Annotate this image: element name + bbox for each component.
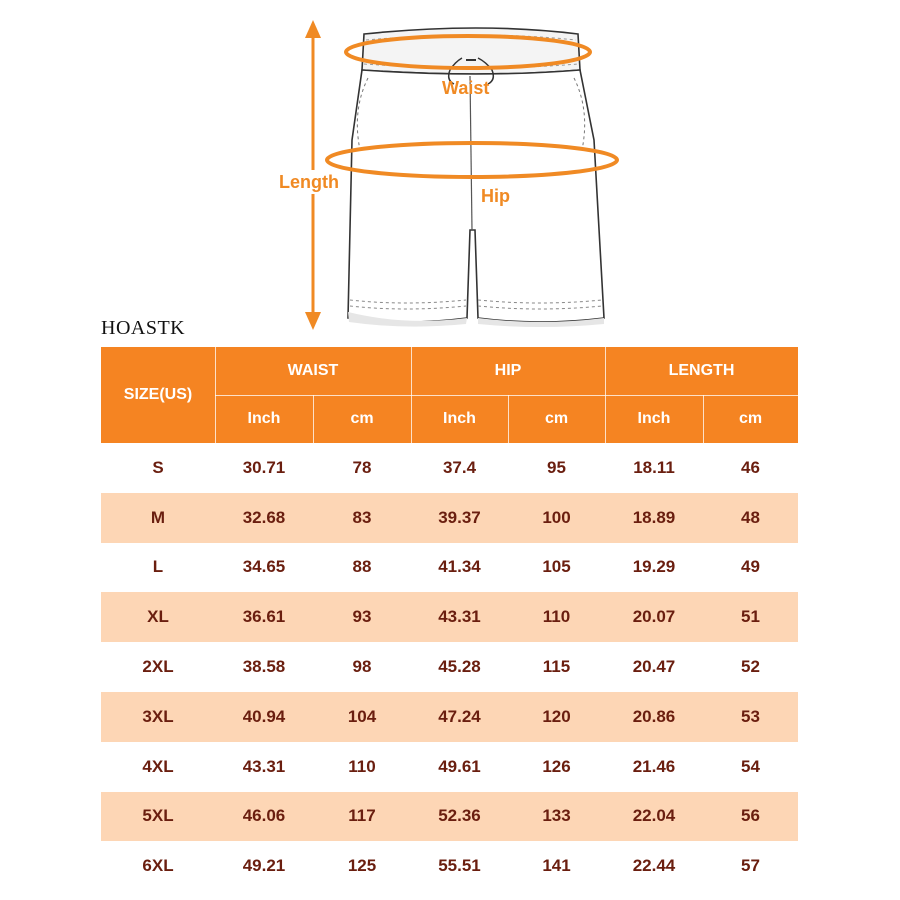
value-cell: 43.31 <box>438 607 481 627</box>
table-row <box>101 692 798 742</box>
size-cell: L <box>152 557 164 577</box>
value-cell: 18.89 <box>632 507 676 527</box>
value-cell: 49.21 <box>242 856 286 876</box>
table-row <box>101 841 798 891</box>
value-cell: 120 <box>542 706 571 726</box>
value-cell: 18.11 <box>633 457 675 477</box>
value-cell: 110 <box>348 756 376 776</box>
value-cell: 105 <box>542 557 571 577</box>
size-cell: 6XL <box>142 856 174 876</box>
value-cell: 125 <box>347 856 377 876</box>
value-cell: 39.37 <box>438 507 481 527</box>
hip-inch-header: Inch <box>443 410 476 427</box>
value-cell: 100 <box>542 507 571 527</box>
value-cell: 20.07 <box>632 607 676 627</box>
value-cell: 49 <box>741 557 760 577</box>
brand-name: HOASTK <box>101 317 186 339</box>
value-cell: 93 <box>352 607 372 627</box>
size-cell: S <box>152 457 164 477</box>
value-cell: 34.65 <box>242 557 286 577</box>
hip-cm-header: cm <box>544 410 569 427</box>
size-cell: M <box>150 507 166 527</box>
length-label: Length <box>279 172 339 192</box>
value-cell: 104 <box>347 706 377 726</box>
size-chart-table <box>101 347 798 891</box>
value-cell: 95 <box>547 457 566 477</box>
value-cell: 57 <box>741 856 760 876</box>
value-cell: 43.31 <box>242 756 286 776</box>
table-row <box>101 792 798 842</box>
size-cell: 2XL <box>142 657 174 677</box>
value-cell: 55.51 <box>438 856 481 876</box>
value-cell: 20.47 <box>632 657 676 677</box>
value-cell: 41.34 <box>438 557 481 577</box>
value-cell: 38.58 <box>242 657 286 677</box>
value-cell: 83 <box>352 507 372 527</box>
table-body <box>101 443 798 891</box>
value-cell: 51 <box>741 607 760 627</box>
waist-label: Waist <box>442 78 490 98</box>
value-cell: 133 <box>542 806 571 826</box>
size-column-header: SIZE(US) <box>123 386 193 403</box>
table-row <box>101 592 798 642</box>
value-cell: 98 <box>352 657 372 677</box>
value-cell: 126 <box>542 756 571 776</box>
length-cm-header: cm <box>738 410 763 427</box>
value-cell: 45.28 <box>438 657 481 677</box>
value-cell: 19.29 <box>632 557 676 577</box>
value-cell: 30.71 <box>242 457 286 477</box>
value-cell: 21.46 <box>632 756 676 776</box>
size-cell: 4XL <box>142 756 174 776</box>
value-cell: 37.4 <box>442 457 477 477</box>
table-row <box>101 543 798 593</box>
value-cell: 52 <box>741 657 760 677</box>
shorts-measurement-diagram <box>0 0 900 340</box>
table-row <box>101 642 798 692</box>
waist-cm-header: cm <box>350 410 374 427</box>
hip-label: Hip <box>481 186 510 206</box>
value-cell: 54 <box>741 756 760 776</box>
value-cell: 52.36 <box>438 806 481 826</box>
value-cell: 49.61 <box>438 756 481 776</box>
length-inch-header: Inch <box>637 410 671 427</box>
value-cell: 36.61 <box>242 607 286 627</box>
waist-group-header: WAIST <box>287 362 339 379</box>
table-header <box>101 347 798 443</box>
value-cell: 20.86 <box>632 706 676 726</box>
value-cell: 78 <box>352 457 372 477</box>
value-cell: 115 <box>542 657 571 677</box>
value-cell: 110 <box>542 607 571 627</box>
table-row <box>101 742 798 792</box>
value-cell: 40.94 <box>242 706 286 726</box>
value-cell: 22.44 <box>632 856 676 876</box>
value-cell: 53 <box>741 706 760 726</box>
hip-group-header: HIP <box>494 362 522 379</box>
table-row <box>101 493 798 543</box>
value-cell: 22.04 <box>632 806 676 826</box>
value-cell: 117 <box>348 806 376 826</box>
size-cell: 3XL <box>142 706 174 726</box>
table-row <box>101 443 798 493</box>
value-cell: 46 <box>741 457 760 477</box>
size-cell: XL <box>147 607 169 627</box>
value-cell: 141 <box>542 856 571 876</box>
value-cell: 32.68 <box>242 507 286 527</box>
value-cell: 56 <box>741 806 760 826</box>
value-cell: 46.06 <box>242 806 286 826</box>
length-group-header: LENGTH <box>668 362 735 379</box>
size-cell: 5XL <box>142 806 174 826</box>
value-cell: 47.24 <box>438 706 481 726</box>
value-cell: 88 <box>352 557 372 577</box>
waist-inch-header: Inch <box>247 410 281 427</box>
value-cell: 48 <box>741 507 760 527</box>
